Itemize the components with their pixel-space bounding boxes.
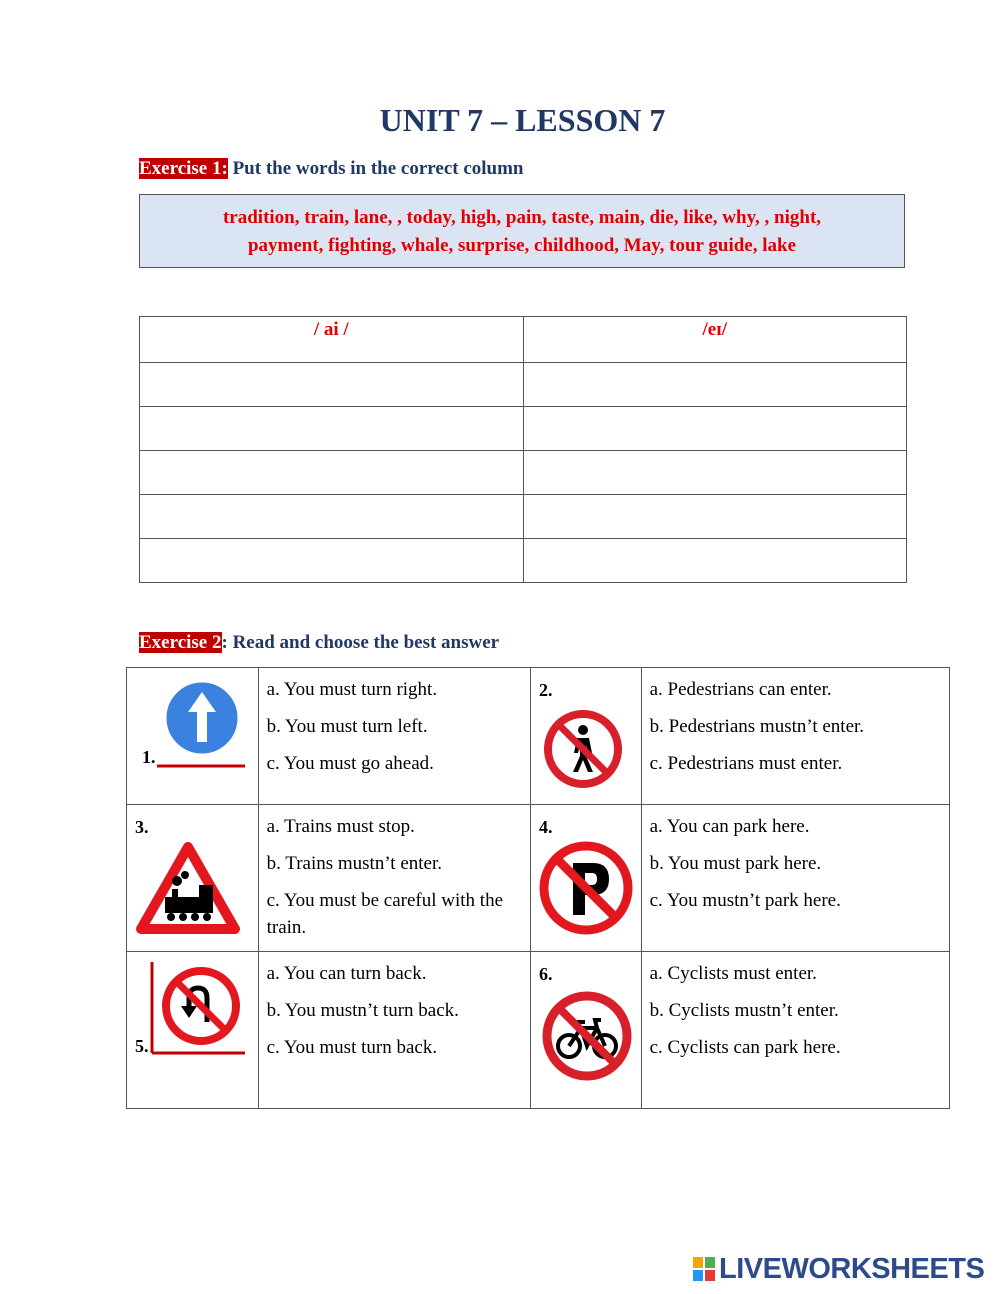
option-1a[interactable]: a. You must turn right. — [266, 679, 438, 700]
logo-text: LIVEWORKSHEETS — [719, 1252, 985, 1285]
no-pedestrians-sign-icon — [541, 706, 625, 792]
train-warning-sign-icon — [135, 841, 241, 937]
answer-cell-ei-4[interactable] — [523, 495, 907, 539]
option-2b[interactable]: b. Pedestrians mustn’t enter. — [649, 716, 865, 737]
question-number-2: 2. — [538, 680, 553, 700]
column-header-ei: /eɪ/ — [523, 317, 907, 363]
question-number-6: 6. — [538, 964, 553, 984]
question-number-4: 4. — [538, 817, 553, 837]
exercise-1-instruction: Put the words in the correct column — [227, 158, 524, 179]
question-number-1: 1. — [142, 747, 156, 767]
exercise-2-instruction: : Read and choose the best answer — [221, 632, 500, 653]
options-cell-4 — [641, 805, 949, 952]
option-5b[interactable]: b. You mustn’t turn back. — [266, 1000, 459, 1021]
option-6b[interactable]: b. Cyclists mustn’t enter. — [649, 1000, 839, 1021]
option-5a[interactable]: a. You can turn back. — [266, 963, 427, 984]
option-3c[interactable]: c. You must be careful with the train. — [266, 890, 503, 938]
sign-cell-3 — [127, 805, 259, 952]
sign-cell-2 — [530, 668, 641, 805]
answer-cell-ei-1[interactable] — [523, 363, 907, 407]
word-bank-line-1: tradition, train, lane, , today, high, pain, taste, main, die, like, why, , night, — [222, 207, 822, 228]
no-parking-sign-icon — [537, 839, 635, 937]
word-bank — [139, 194, 905, 268]
sort-table — [139, 316, 907, 583]
options-cell-1 — [258, 668, 530, 805]
option-4c[interactable]: c. You mustn’t park here. — [649, 890, 841, 911]
answer-cell-ai-1[interactable] — [140, 363, 524, 407]
signs-table — [126, 667, 950, 1109]
answer-cell-ei-2[interactable] — [523, 407, 907, 451]
option-1b[interactable]: b. You must turn left. — [266, 716, 428, 737]
word-bank-line-2: payment, fighting, whale, surprise, childhood, May, tour guide, lake — [247, 235, 797, 256]
sign-cell-1 — [127, 668, 259, 805]
options-cell-3 — [258, 805, 530, 952]
question-number-3: 3. — [135, 817, 149, 837]
page-title: UNIT 7 – LESSON 7 — [379, 102, 666, 138]
option-4a[interactable]: a. You can park here. — [649, 816, 810, 837]
sign-cell-6 — [530, 952, 641, 1109]
no-u-turn-sign-icon — [149, 960, 247, 1056]
option-1c[interactable]: c. You must go ahead. — [266, 753, 434, 774]
sign-cell-5 — [127, 952, 259, 1109]
option-4b[interactable]: b. You must park here. — [649, 853, 822, 874]
option-5c[interactable]: c. You must turn back. — [266, 1037, 438, 1058]
exercise-2-heading — [139, 632, 499, 654]
exercise-1-heading — [139, 158, 524, 180]
exercise-1-tag: Exercise 1: — [139, 158, 228, 179]
liveworksheets-logo-icon — [693, 1257, 715, 1281]
option-3a[interactable]: a. Trains must stop. — [266, 816, 415, 837]
option-6c[interactable]: c. Cyclists can park here. — [649, 1037, 841, 1058]
liveworksheets-logo — [693, 1254, 984, 1284]
option-3b[interactable]: b. Trains mustn’t enter. — [266, 853, 443, 874]
ahead-arrow-sign-icon — [157, 676, 247, 770]
answer-cell-ai-5[interactable] — [140, 539, 524, 583]
answer-cell-ai-3[interactable] — [140, 451, 524, 495]
answer-cell-ei-3[interactable] — [523, 451, 907, 495]
option-2c[interactable]: c. Pedestrians must enter. — [649, 753, 843, 774]
option-2a[interactable]: a. Pedestrians can enter. — [649, 679, 832, 700]
answer-cell-ei-5[interactable] — [523, 539, 907, 583]
question-number-5: 5. — [135, 1036, 149, 1056]
no-bicycles-sign-icon — [539, 988, 635, 1084]
options-cell-5 — [258, 952, 530, 1109]
options-cell-2 — [641, 668, 949, 805]
answer-cell-ai-2[interactable] — [140, 407, 524, 451]
sign-cell-4 — [530, 805, 641, 952]
options-cell-6 — [641, 952, 949, 1109]
option-6a[interactable]: a. Cyclists must enter. — [649, 963, 817, 984]
answer-cell-ai-4[interactable] — [140, 495, 524, 539]
column-header-ai: / ai / — [140, 317, 524, 363]
exercise-2-tag: Exercise 2 — [139, 632, 222, 653]
